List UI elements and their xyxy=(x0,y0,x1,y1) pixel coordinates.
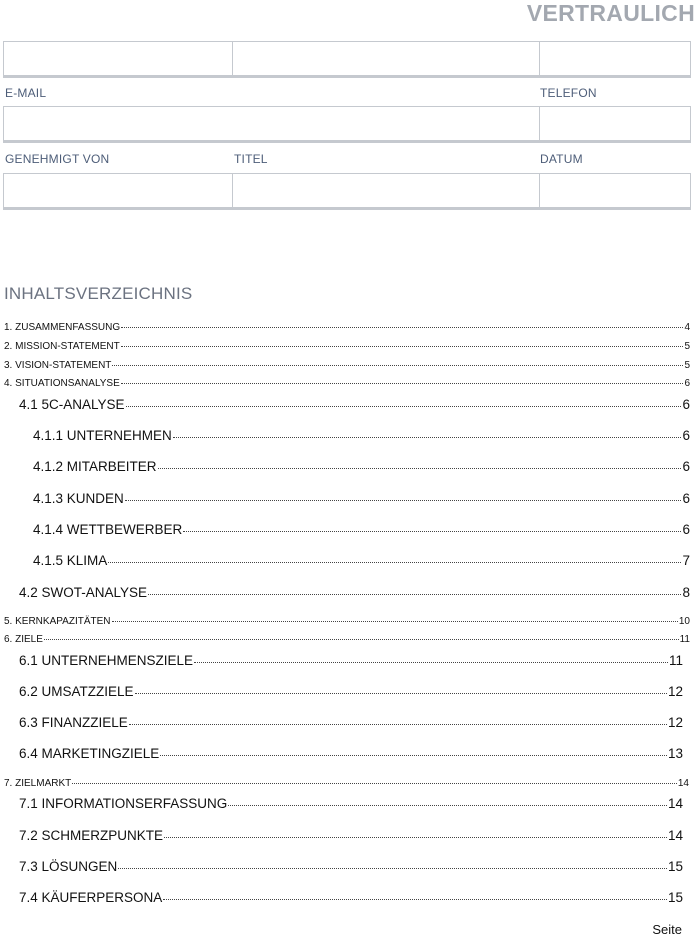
date-field[interactable] xyxy=(540,174,690,207)
toc-entry-text: 7.2 SCHMERZPUNKTE xyxy=(19,828,164,843)
toc-entry[interactable] xyxy=(19,890,683,905)
toc-leader xyxy=(183,531,681,532)
toc-leader xyxy=(160,755,667,756)
toc-leader xyxy=(194,662,668,663)
toc-leader xyxy=(129,724,667,725)
toc-entry[interactable] xyxy=(4,634,690,645)
toc-entry[interactable] xyxy=(4,360,690,371)
toc-entry-text: 4.1.3 KUNDEN xyxy=(33,491,124,506)
toc-entry[interactable] xyxy=(4,322,690,333)
toc-entry[interactable] xyxy=(4,378,690,389)
toc-entry-page: 11 xyxy=(679,634,690,645)
toc-entry-page: 14 xyxy=(677,778,689,789)
toc-entry-page: 14 xyxy=(667,828,683,843)
approved-by-label: GENEHMIGT VON xyxy=(5,152,110,166)
toc-entry-page: 11 xyxy=(668,653,683,668)
toc-leader xyxy=(125,500,682,501)
form-field[interactable] xyxy=(4,42,233,75)
toc-entry[interactable] xyxy=(19,715,683,730)
toc-leader xyxy=(121,383,684,384)
toc-leader xyxy=(163,899,667,900)
toc-entry-page: 6 xyxy=(682,397,690,412)
toc-entry-text: 6.4 MARKETINGZIELE xyxy=(19,746,160,761)
toc-entry[interactable] xyxy=(4,616,690,627)
toc-entry[interactable] xyxy=(19,796,683,811)
approved-by-field[interactable] xyxy=(4,174,233,207)
toc-entry-text: 7.4 KÄUFERPERSONA xyxy=(19,890,163,905)
toc-entry-page: 12 xyxy=(667,715,683,730)
toc-leader xyxy=(135,693,667,694)
toc-entry-text: 4.1.4 WETTBEWERBER xyxy=(33,522,183,537)
date-label: DATUM xyxy=(540,152,583,166)
toc-entry-page: 6 xyxy=(682,428,690,443)
form-row-1 xyxy=(3,41,691,78)
toc-entry-page: 8 xyxy=(682,585,690,600)
toc-entry-text: 4.1.2 MITARBEITER xyxy=(33,459,157,474)
toc-leader xyxy=(44,639,679,640)
toc-entry[interactable] xyxy=(19,828,683,843)
toc-entry-page: 12 xyxy=(667,684,683,699)
form-field[interactable] xyxy=(233,42,540,75)
toc-entry[interactable] xyxy=(33,491,690,506)
toc-entry-text: 4.1.5 KLIMA xyxy=(33,553,108,568)
toc-entry-page: 6 xyxy=(684,378,690,389)
title-field[interactable] xyxy=(233,174,540,207)
toc-leader xyxy=(121,346,684,347)
toc-entry-page: 5 xyxy=(684,360,690,371)
toc-entry[interactable] xyxy=(33,428,690,443)
toc-entry-page: 6 xyxy=(682,491,690,506)
toc-entry-page: 7 xyxy=(682,553,690,568)
toc-entry-page: 10 xyxy=(678,616,690,627)
form-row-approval xyxy=(3,173,691,210)
toc-entry-page: 13 xyxy=(667,746,683,761)
phone-field[interactable] xyxy=(540,107,690,140)
toc-entry-text: 3. VISION-STATEMENT xyxy=(4,360,112,371)
page-footer-label: Seite xyxy=(652,922,682,937)
toc-leader xyxy=(158,468,682,469)
toc-leader xyxy=(173,437,682,438)
email-field[interactable] xyxy=(4,107,540,140)
toc-entry-text: 4.2 SWOT-ANALYSE xyxy=(19,585,148,600)
toc-entry-text: 6. ZIELE xyxy=(4,634,43,645)
toc-entry-page: 6 xyxy=(682,459,690,474)
toc-leader xyxy=(112,621,678,622)
toc-entry-text: 7.3 LÖSUNGEN xyxy=(19,859,118,874)
toc-entry-page: 5 xyxy=(684,341,690,352)
toc-entry-text: 7. ZIELMARKT xyxy=(4,778,72,789)
toc-entry[interactable] xyxy=(33,553,690,568)
toc-entry-text: 4.1 5C-ANALYSE xyxy=(19,397,125,412)
toc-entry[interactable] xyxy=(19,397,690,412)
toc-entry-text: 6.1 UNTERNEHMENSZIELE xyxy=(19,653,194,668)
toc-entry-text: 5. KERNKAPAZITÄTEN xyxy=(4,616,111,627)
toc-entry-page: 15 xyxy=(667,890,683,905)
toc-leader xyxy=(121,327,683,328)
toc-leader xyxy=(126,406,682,407)
toc-entry-text: 1. ZUSAMMENFASSUNG xyxy=(4,322,121,333)
phone-label: TELEFON xyxy=(540,86,597,100)
toc-entry-page: 15 xyxy=(667,859,683,874)
form-field[interactable] xyxy=(540,42,690,75)
toc-title: INHALTSVERZEICHNIS xyxy=(4,284,193,303)
toc-entry[interactable] xyxy=(4,341,690,352)
toc-entry-text: 6.3 FINANZZIELE xyxy=(19,715,128,730)
toc-entry-page: 14 xyxy=(667,796,683,811)
title-label: TITEL xyxy=(234,152,268,166)
toc-entry[interactable] xyxy=(33,522,690,537)
toc-entry-text: 4. SITUATIONSANALYSE xyxy=(4,378,120,389)
toc-entry[interactable] xyxy=(19,746,683,761)
toc-leader xyxy=(164,837,667,838)
toc-entry[interactable] xyxy=(4,778,689,789)
toc-leader xyxy=(112,365,683,366)
toc-entry-text: 7.1 INFORMATIONSERFASSUNG xyxy=(19,796,228,811)
toc-entry-page: 6 xyxy=(682,522,690,537)
confidential-heading: VERTRAULICH xyxy=(526,0,695,26)
toc-leader xyxy=(72,783,677,784)
toc-entry[interactable] xyxy=(19,653,683,668)
toc-entry-text: 6.2 UMSATZZIELE xyxy=(19,684,134,699)
toc-entry[interactable] xyxy=(19,859,683,874)
toc-entry[interactable] xyxy=(33,459,690,474)
toc-entry[interactable] xyxy=(19,585,690,600)
email-label: E-MAIL xyxy=(5,86,47,100)
form-row-email-phone xyxy=(3,106,691,143)
toc-leader xyxy=(108,562,681,563)
toc-entry-text: 4.1.1 UNTERNEHMEN xyxy=(33,428,172,443)
toc-entry[interactable] xyxy=(19,684,683,699)
toc-entry-text: 2. MISSION-STATEMENT xyxy=(4,341,120,352)
toc-leader xyxy=(228,805,667,806)
toc-leader xyxy=(148,594,681,595)
toc-entry-page: 4 xyxy=(684,322,690,333)
toc-leader xyxy=(118,868,667,869)
